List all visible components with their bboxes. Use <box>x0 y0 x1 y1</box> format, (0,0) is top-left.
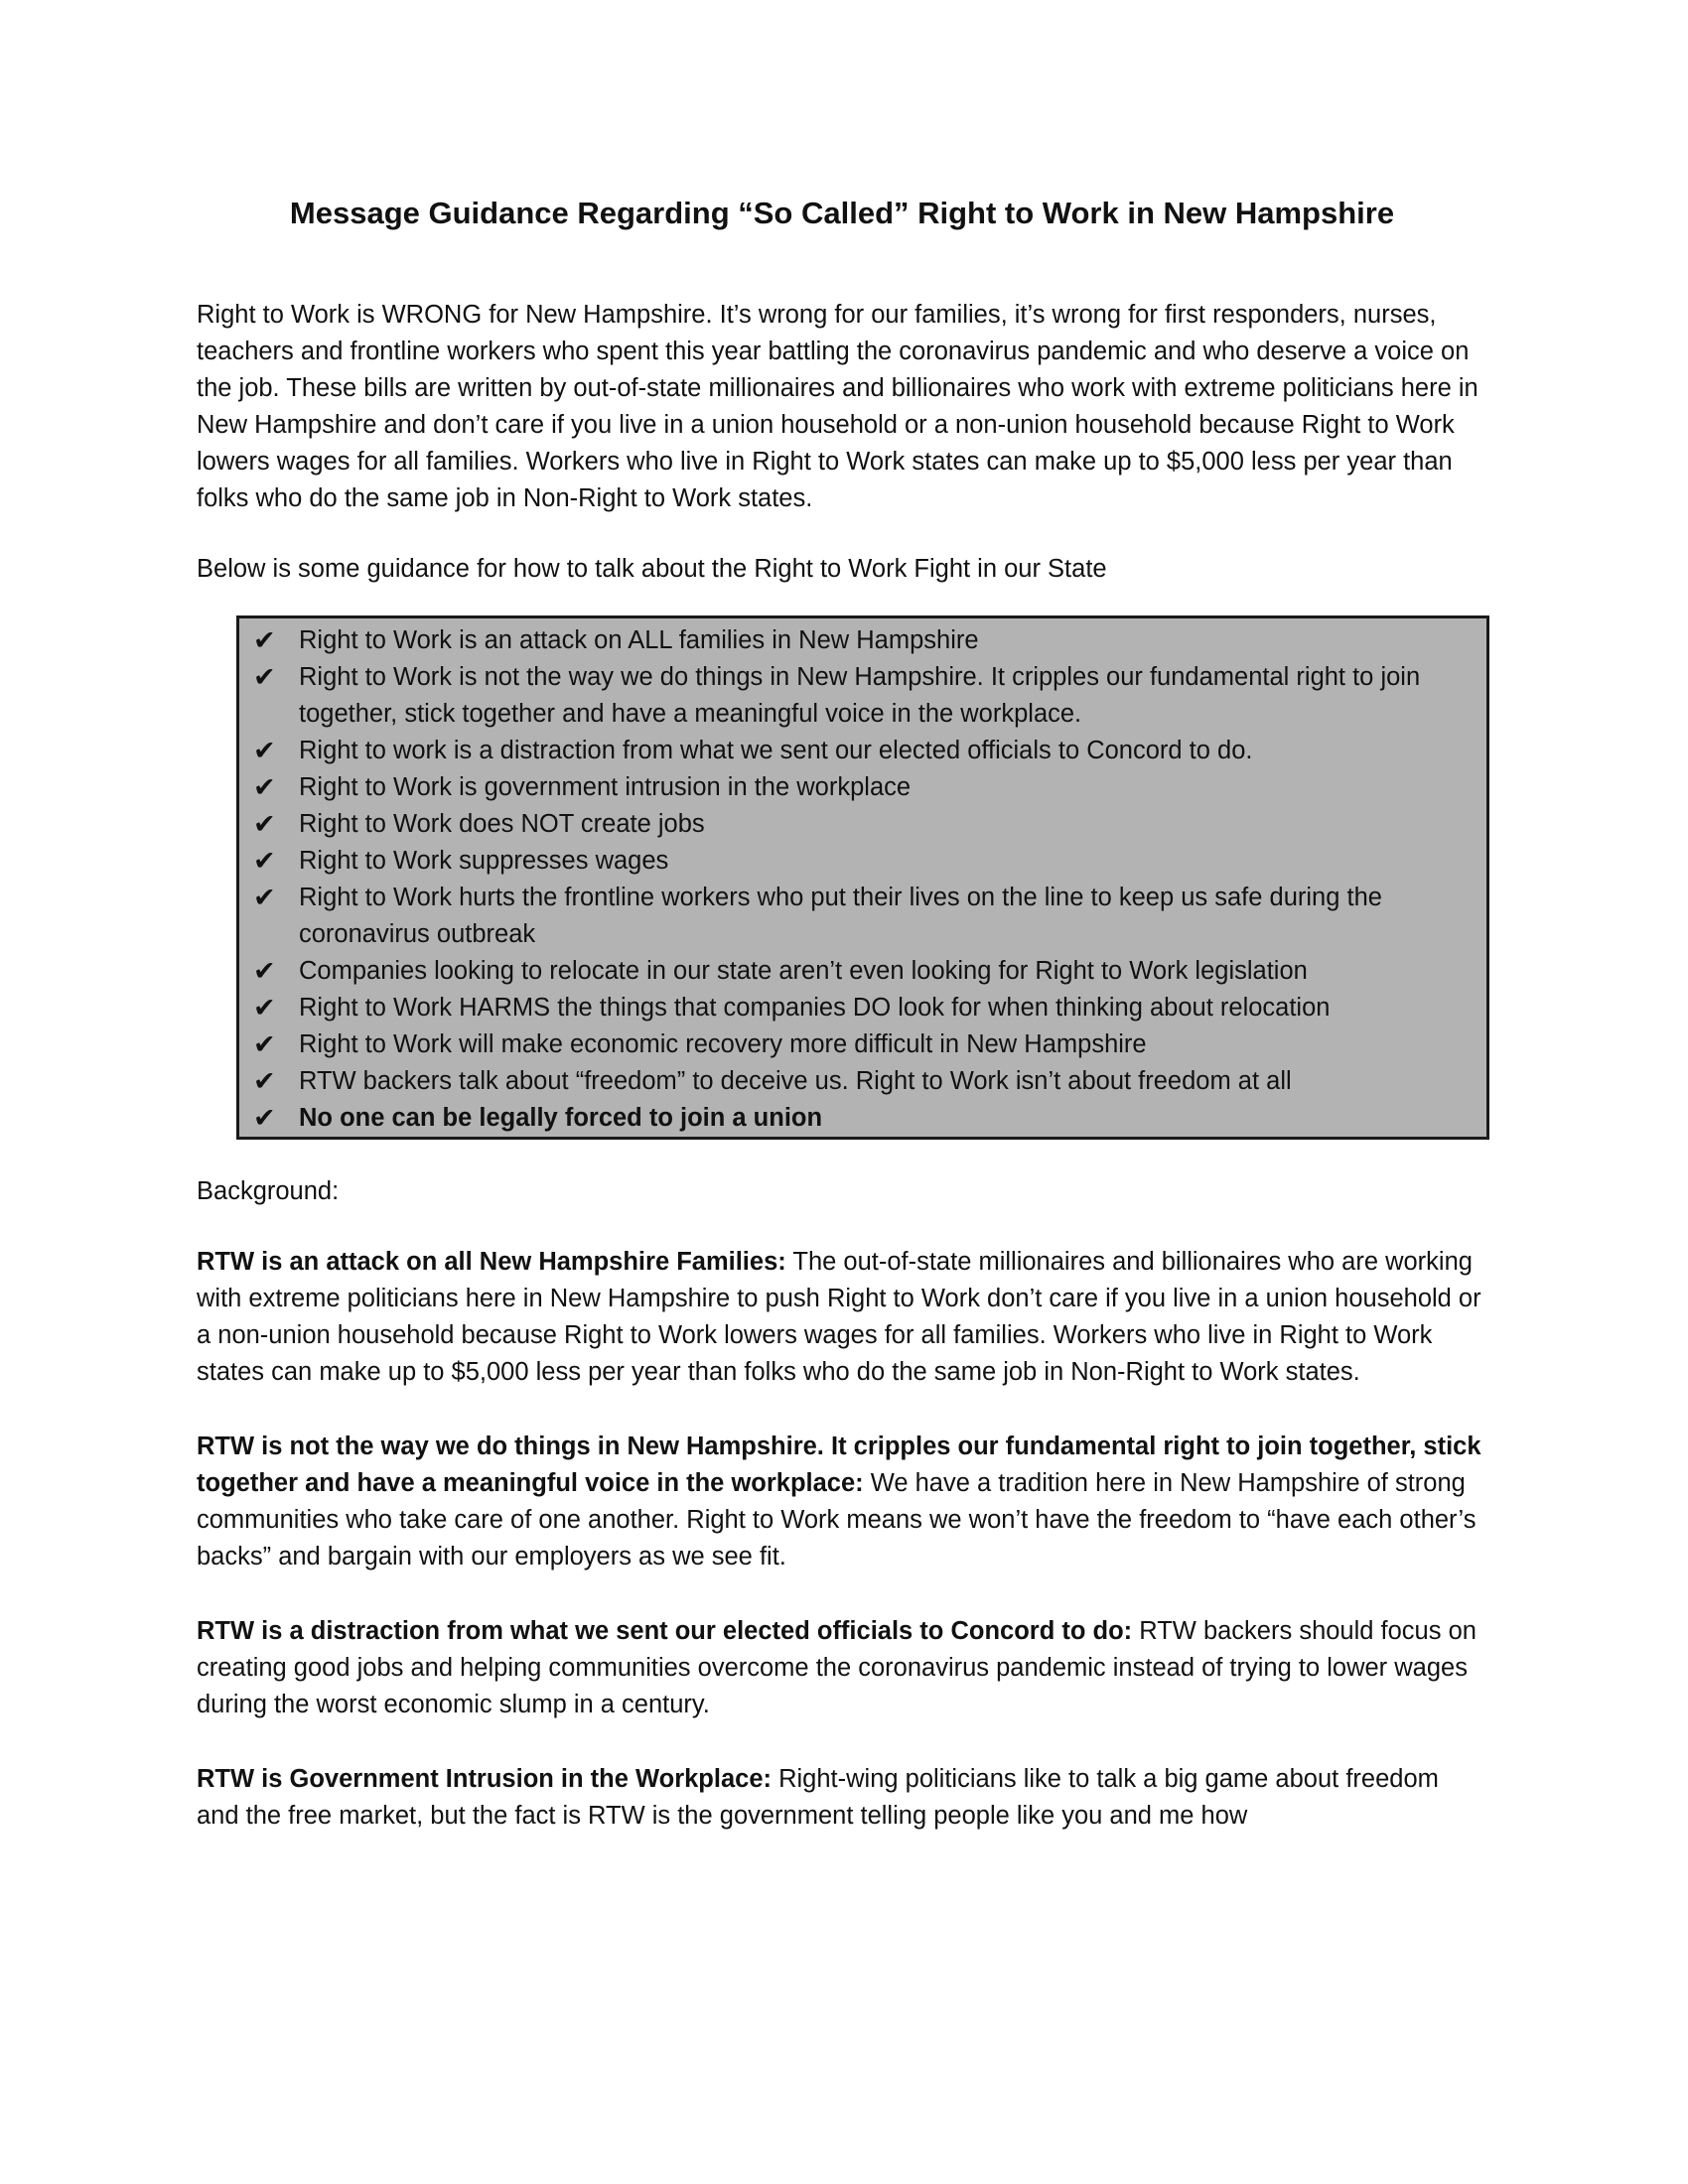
checkmark-icon: ✔ <box>253 956 276 987</box>
talking-point <box>253 806 1473 843</box>
talking-point-text: Right to Work is not the way we do things in New Hampshire. It cripples our fundamental right to join together, stick together and have a meaningful voice in the workplace. <box>299 663 1421 729</box>
talking-point <box>253 622 1473 659</box>
talking-point-text: Right to Work HARMS the things that companies DO look for when thinking about relocation <box>299 994 1331 1023</box>
talking-point-text: No one can be legally forced to join a union <box>299 1104 823 1133</box>
background-paragraph <box>197 1613 1487 1723</box>
talking-point-text: RTW backers talk about “freedom” to deceive us. Right to Work isn’t about freedom at all <box>299 1067 1292 1096</box>
talking-point <box>253 659 1473 733</box>
checkmark-icon: ✔ <box>253 736 276 766</box>
checkmark-icon: ✔ <box>253 662 276 693</box>
background-paragraph <box>197 1244 1487 1391</box>
talking-point <box>253 880 1473 953</box>
background-paragraph <box>197 1761 1487 1835</box>
talking-point-text: Right to work is a distraction from what we sent our elected officials to Concord to do. <box>299 737 1253 765</box>
background-body: The out-of-state millionaires and billionaires who are working with extreme politicians here in New Hampshire to push Right to Work don’t care if you live in a union household or a non-union household because Right to Work lowers wages for all families. Workers who live in Right to Work states can make up to $5,000 less per year than folks who do the same job in Non-Right to Work states. <box>197 1248 1481 1387</box>
talking-point <box>253 1100 1473 1137</box>
checkmark-icon: ✔ <box>253 993 276 1024</box>
intro-paragraph: Right to Work is WRONG for New Hampshire. It’s wrong for our families, it’s wrong for first responders, nurses, teachers and frontline workers who spent this year battling the coronavirus pandemic and who deserve a voice on the job. These bills are written by out-of-state millionaires and billionaires who work with extreme politicians here in New Hampshire and don’t care if you live in a union household or a non-union household because Right to Work lowers wages for all families. Workers who live in Right to Work states can make up to $5,000 less per year than folks who do the same job in Non-Right to Work states. <box>197 301 1478 513</box>
checkmark-icon: ✔ <box>253 1066 276 1097</box>
checkmark-icon: ✔ <box>253 1029 276 1060</box>
checkmark-icon: ✔ <box>253 625 276 656</box>
talking-points-box <box>236 615 1489 1140</box>
talking-point-text: Right to Work does NOT create jobs <box>299 810 705 839</box>
checkmark-icon: ✔ <box>253 883 276 913</box>
talking-point <box>253 733 1473 769</box>
checkmark-icon: ✔ <box>253 809 276 840</box>
talking-point <box>253 769 1473 806</box>
document-title: Message Guidance Regarding “So Called” Right to Work in New Hampshire <box>289 196 1395 230</box>
background-body: We have a tradition here in New Hampshire of strong communities who take care of one another. Right to Work means we won’t have the freedom to “have each other’s backs” and bargain with our employers as we see fit. <box>197 1469 1477 1571</box>
talking-point <box>253 990 1473 1026</box>
background-lead: RTW is Government Intrusion in the Workplace: <box>197 1765 773 1794</box>
background-body: RTW backers should focus on creating good jobs and helping communities overcome the coronavirus pandemic instead of trying to lower wages during the worst economic slump in a century. <box>197 1617 1477 1719</box>
checkmark-icon: ✔ <box>253 772 276 803</box>
background-lead: RTW is not the way we do things in New Hampshire. It cripples our fundamental right to join together, stick together and have a meaningful voice in the workplace: <box>197 1433 1481 1498</box>
talking-point-text: Right to Work hurts the frontline workers who put their lives on the line to keep us safe during the coronavirus outbreak <box>299 884 1382 949</box>
talking-point-text: Right to Work is government intrusion in the workplace <box>299 773 912 802</box>
talking-point <box>253 1026 1473 1063</box>
talking-point <box>253 953 1473 990</box>
background-lead: RTW is an attack on all New Hampshire Families: <box>197 1248 786 1277</box>
checkmark-icon: ✔ <box>253 1103 276 1134</box>
document-page <box>197 195 1487 1835</box>
checkmark-icon: ✔ <box>253 846 276 877</box>
talking-point <box>253 1063 1473 1100</box>
background-lead: RTW is a distraction from what we sent our elected officials to Concord to do: <box>197 1617 1133 1646</box>
talking-point <box>253 843 1473 880</box>
guidance-intro: Below is some guidance for how to talk about the Right to Work Fight in our State <box>197 555 1107 584</box>
talking-point-text: Companies looking to relocate in our state aren’t even looking for Right to Work legislation <box>299 957 1308 986</box>
talking-point-text: Right to Work will make economic recovery more difficult in New Hampshire <box>299 1030 1147 1059</box>
talking-point-text: Right to Work is an attack on ALL families in New Hampshire <box>299 626 979 655</box>
background-paragraph <box>197 1429 1487 1575</box>
talking-point-text: Right to Work suppresses wages <box>299 847 669 876</box>
background-heading: Background: <box>197 1177 340 1206</box>
background-body: Right-wing politicians like to talk a big game about freedom and the free market, but the fact is RTW is the government telling people like you and me how <box>197 1765 1439 1831</box>
